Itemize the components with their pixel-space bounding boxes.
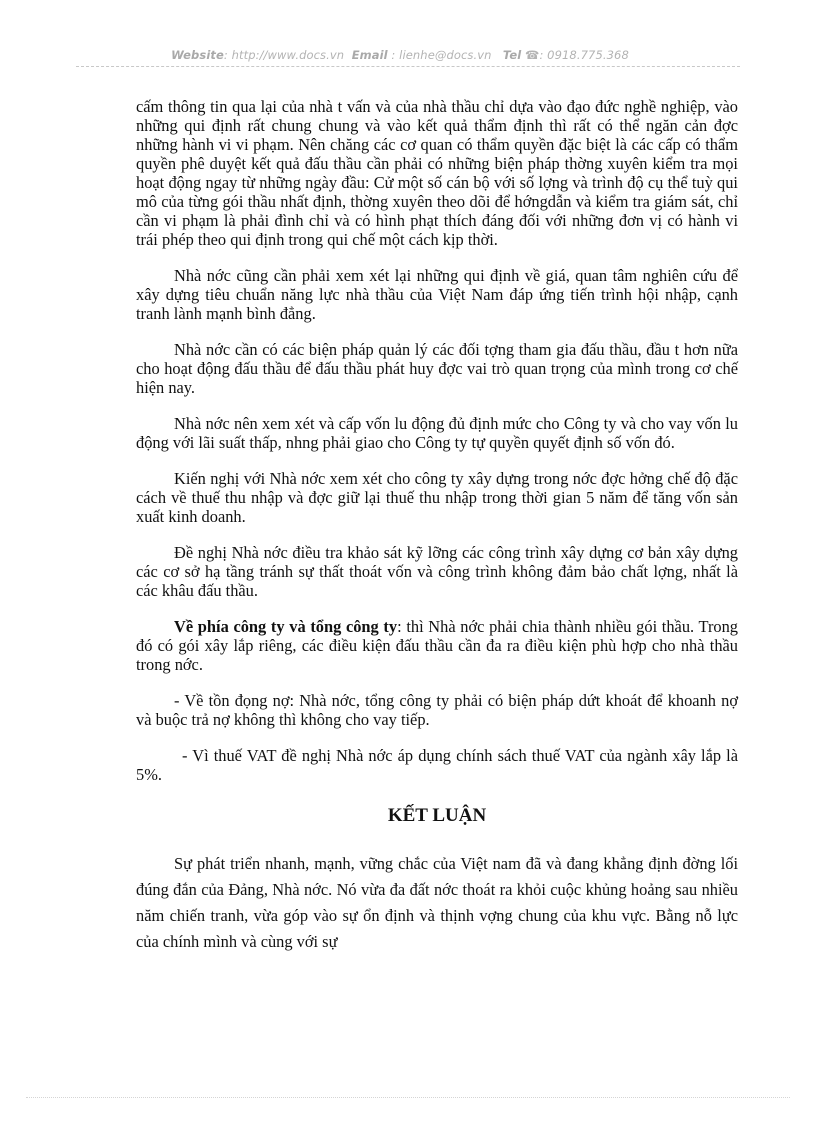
website-label: Website bbox=[171, 48, 224, 62]
email-address[interactable]: : lienhe@docs.vn bbox=[387, 48, 492, 62]
paragraph-company bbox=[136, 617, 738, 674]
paragraph-tax-proposal: Kiến nghị với Nhà nớc xem xét cho công ty xây dựng trong nớc đợc hởng chế độ đặc cách về thuế thu nhập và đợc giữ lại thuế thu nhập trong thời gian 5 năm để tăng vốn sản xuất kinh doanh. bbox=[136, 469, 738, 526]
footer-divider bbox=[26, 1097, 790, 1098]
paragraph-capital: Nhà nớc nên xem xét và cấp vốn lu động đủ định mức cho Công ty và cho vay vốn lu động với lãi suất thấp, nhng phải giao cho Công ty tự quyền quyết định số vốn đó. bbox=[136, 414, 738, 452]
header-divider bbox=[76, 66, 740, 67]
website-url[interactable]: : http://www.docs.vn bbox=[223, 48, 345, 62]
email-label: Email bbox=[351, 48, 388, 62]
conclusion-heading: KẾT LUẬN bbox=[387, 805, 487, 826]
paragraph-survey: Đề nghị Nhà nớc điều tra khảo sát kỹ lỡng các công trình xây dựng cơ bản xây dựng các cơ sở hạ tầng tránh sự thất thoát vốn và công trình không đảm bảo chất lợng, nhất là các khâu đấu thầu. bbox=[136, 543, 738, 600]
paragraph-vat: - Vì thuế VAT đề nghị Nhà nớc áp dụng chính sách thuế VAT của ngành xây lắp là 5%. bbox=[136, 746, 738, 784]
paragraph-debt: - Về tồn đọng nợ: Nhà nớc, tổng công ty phải có biện pháp dứt khoát để khoanh nợ và buộc trả nợ không thì không cho vay tiếp. bbox=[136, 691, 738, 729]
paragraph-continuation: cấm thông tin qua lại của nhà t vấn và của nhà thầu chỉ dựa vào đạo đức nghề nghiệp, vào những qui định rất chung chung và vào kết quả thẩm định thì rất có thể ngăn cản đợc những hành vi vi phạm. Nên chăng các cơ quan có thẩm quyền đặc biệt là các cấp có thẩm quyền phê duyệt kết quả đấu thầu cần phải có những biện pháp thờng xuyên kiểm tra mọi hoạt động ngay từ những ngày đầu: Cử một số cán bộ với số lợng và trình độ cụ thể tuỳ qui mô của từng gói thầu nhất định, thờng xuyên theo dõi để hớngdẫn và kiểm tra giám sát, chỉ cần vi phạm là phải đình chỉ và có hình phạt thích đáng đối với những đơn vị có hành vi trái phép theo qui định trong qui chế một cách kịp thời. bbox=[136, 97, 738, 249]
company-text: : thì Nhà nớc phải chia thành nhiều gói thầu. Trong đó có gói xây lắp riêng, các điều kiện đấu thầu cần đa ra điều kiện phù hợp cho nhà thầu trong nớc. bbox=[136, 617, 738, 674]
paragraph-management: Nhà nớc cần có các biện pháp quản lý các đối tợng tham gia đấu thầu, đầu t hơn nữa cho hoạt động đấu thầu để đấu thầu phát huy đợc vai trò quan trọng của mình trong cơ chế hiện nay. bbox=[136, 340, 738, 397]
document-body bbox=[136, 97, 738, 955]
tel-label: Tel bbox=[502, 48, 522, 62]
page-header bbox=[60, 48, 740, 62]
tel-number: ☎: 0918.775.368 bbox=[525, 48, 629, 62]
paragraph-price-regulation: Nhà nớc cũng cần phải xem xét lại những qui định về giá, quan tâm nghiên cứu để xây dựng tiêu chuẩn năng lực nhà thầu của Việt Nam đáp ứng tiến trình hội nhập, cạnh tranh lành mạnh bình đẳng. bbox=[136, 266, 738, 323]
conclusion-paragraph: Sự phát triển nhanh, mạnh, vững chắc của Việt nam đã và đang khẳng định đờng lối đúng đắn của Đảng, Nhà nớc. Nó vừa đa đất nớc thoát ra khỏi cuộc khủng hoảng sau nhiều năm chiến tranh, vừa góp vào sự ổn định và thịnh vợng chung của khu vực. Bằng nỗ lực của chính mình và cùng với sự bbox=[136, 854, 738, 951]
company-lead: Về phía công ty và tổng công ty bbox=[174, 617, 398, 636]
